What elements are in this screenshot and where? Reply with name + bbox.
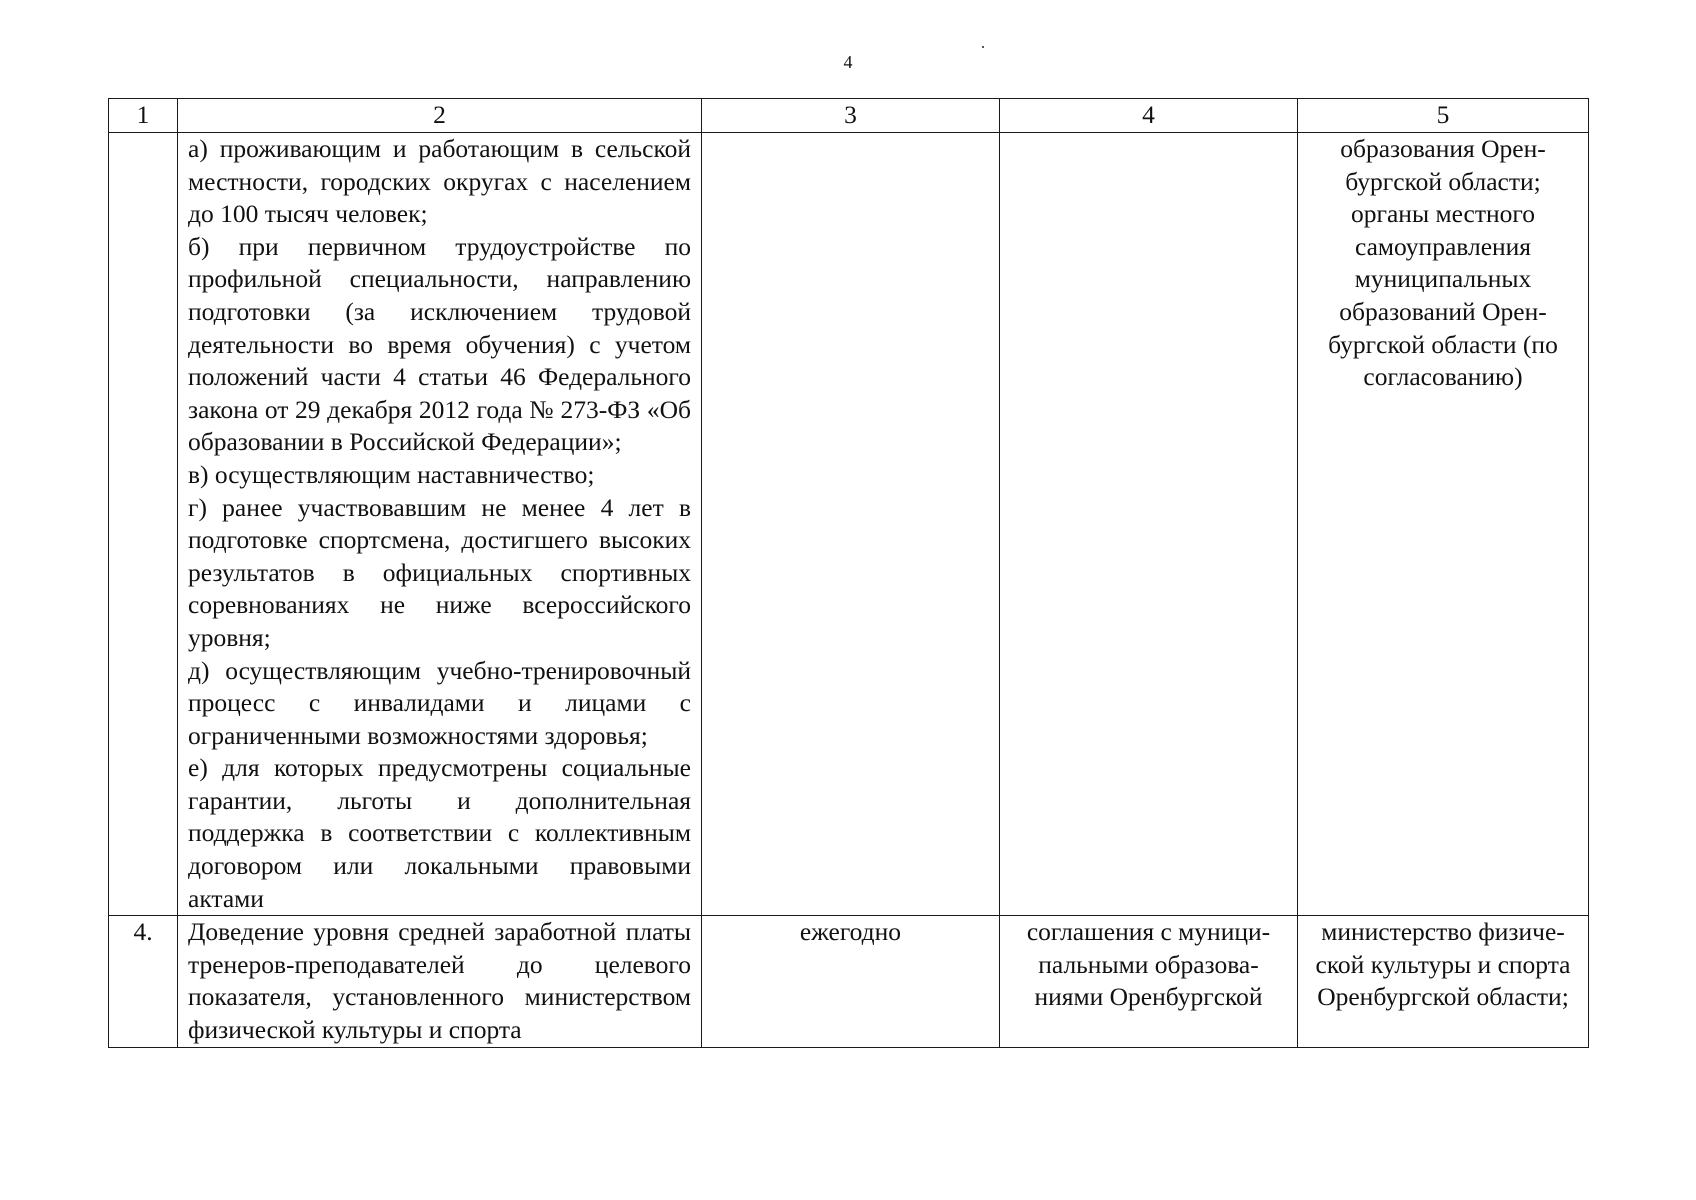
list-item-b: б) при первичном трудоустройстве по профильной специальности, направлению подготовки (за исключением трудовой деятельности во время обучения) с учетом положений части 4 статьи 46 Федерального закона от 29 декабря 2012 года № 273-ФЗ «Об образовании в Российской Федерации»; [188, 231, 691, 457]
header-col-3: 3 [702, 99, 1000, 133]
row-number-cell [109, 133, 178, 916]
header-col-5: 5 [1298, 99, 1589, 133]
list-item-v: в) осуществляющим наставничество; [188, 459, 595, 489]
list-item-d: д) осуществляющим учебно-тренировочный процесс с инвалидами и лицами с ограниченными возможностями здоровья; [188, 655, 691, 750]
header-col-4: 4 [1000, 99, 1298, 133]
result-form-cell: соглашения с муниципальными образованиями Оренбургской [1000, 916, 1298, 1047]
measure-description-cell [178, 133, 702, 916]
measure-description-cell: Доведение уровня средней заработной платы тренеров-преподавателей до целевого показателя, установленного министерством физической культуры и спорта [178, 916, 702, 1047]
list-item-g: г) ранее участвовавшим не менее 4 лет в подготовке спортсмена, достигшего высоких результатов в официальных спортивных соревнованиях не ниже всероссийского уровня; [188, 492, 691, 652]
row-number-cell: 4. [109, 916, 178, 1047]
table-header-row [109, 99, 1589, 133]
list-item-a: а) проживающим и работающим в сельской местности, городских округах с населением до 100 тысяч человек; [188, 134, 691, 229]
header-col-2: 2 [178, 99, 702, 133]
scan-artifact-dot [982, 46, 984, 48]
table-row-4 [109, 916, 1589, 1047]
responsible-executors-cell: министерство физической культуры и спорта Оренбургской области; [1298, 916, 1589, 1047]
deadline-cell: ежегодно [702, 916, 1000, 1047]
responsible-executors-cell: образования Оренбургской области; органы местного самоуправления муниципальных образований Оренбургской области (по согласованию) [1298, 133, 1589, 916]
table-row-continued [109, 133, 1589, 916]
deadline-cell [702, 133, 1000, 916]
header-col-1: 1 [109, 99, 178, 133]
list-item-e: е) для которых предусмотрены социальные гарантии, льготы и дополнительная поддержка в соответствии с коллективным договором или локальными правовыми актами [188, 753, 691, 913]
result-form-cell [1000, 133, 1298, 916]
measures-table [108, 98, 1589, 1048]
page-number: 4 [843, 52, 853, 72]
